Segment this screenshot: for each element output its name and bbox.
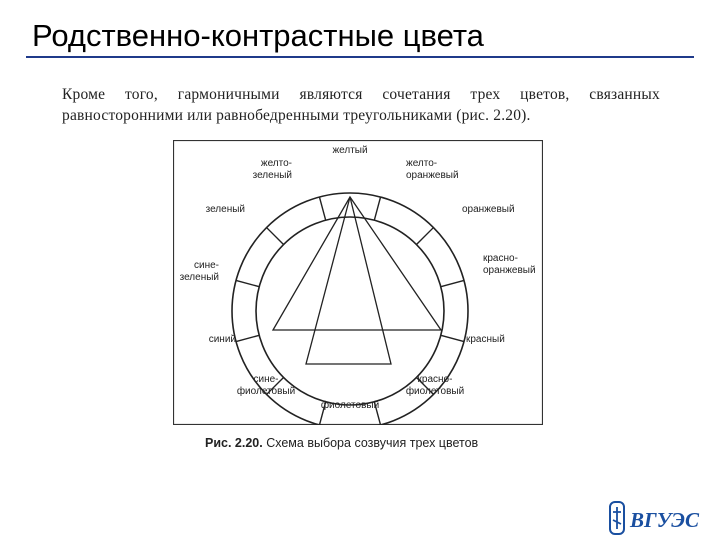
label-red-orange-2: оранжевый	[483, 265, 536, 276]
label-red-violet-2: фиолетовый	[405, 386, 465, 397]
label-green: зеленый	[205, 204, 245, 215]
body-paragraph: Кроме того, гармоничными являются сочетания трех цветов, связанных равносторонними или равнобедренными треугольниками (рис. 2.20).	[62, 86, 660, 124]
title-divider	[26, 56, 694, 58]
label-yellow-orange-1: желто-	[406, 158, 438, 169]
caption-number: Рис. 2.20.	[205, 436, 263, 450]
logo-emblem-mark	[613, 507, 621, 529]
label-blue-green-2: зеленый	[179, 272, 219, 283]
logo-text: ВГУЭС	[630, 508, 699, 532]
figure-caption	[205, 436, 478, 450]
color-wheel-figure	[173, 140, 543, 430]
label-red: красный	[466, 334, 505, 345]
label-red-orange-1: красно-	[483, 253, 518, 264]
label-yellow-orange-2: оранжевый	[406, 170, 459, 181]
label-orange: оранжевый	[462, 204, 515, 215]
label-yellow-green-1: желто-	[260, 158, 292, 169]
label-violet: фиолетовый	[320, 400, 380, 411]
label-yellow-green-2: зеленый	[252, 170, 292, 181]
label-red-violet-1: красно-	[417, 374, 453, 385]
logo-graphic	[606, 500, 710, 536]
caption-text: Схема выбора созвучия трех цветов	[266, 436, 479, 450]
label-blue-green-1: сине-	[194, 260, 219, 271]
label-yellow: желтый	[332, 145, 368, 156]
university-logo	[606, 500, 710, 541]
slide-title: Родственно-контрастные цвета	[32, 18, 484, 53]
label-blue: синий	[208, 334, 236, 345]
label-blue-violet-1: сине-	[253, 374, 279, 385]
figure-frame	[174, 141, 543, 425]
label-blue-violet-2: фиолетовый	[236, 386, 296, 397]
color-wheel-diagram	[173, 140, 543, 425]
